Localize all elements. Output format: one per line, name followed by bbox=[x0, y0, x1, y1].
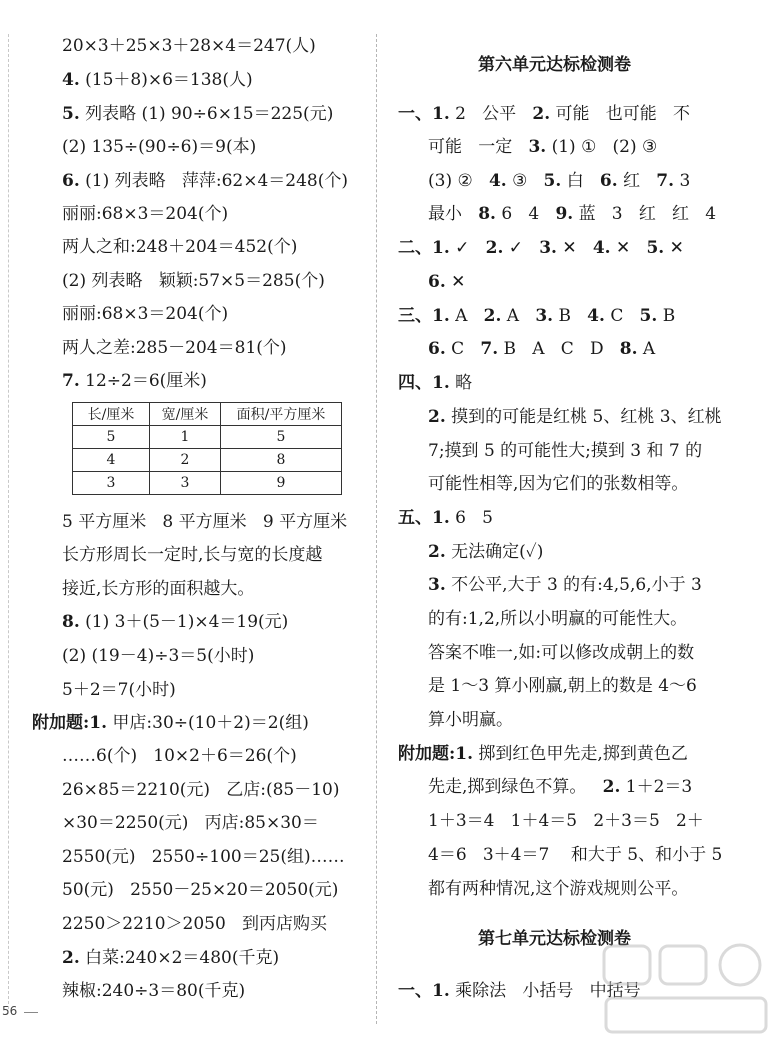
answer-line: 答案不唯一,如:可以修改成朝上的数 bbox=[428, 643, 695, 663]
answer-line: 丽丽:68×3＝204(个) bbox=[62, 204, 229, 224]
answer-line: 是 1～3 算小刚赢,朝上的数是 4～6 bbox=[428, 676, 697, 696]
table-cell: 3 bbox=[150, 472, 221, 495]
answer-line: 20×3＋25×3＋28×4＝247(人) bbox=[62, 36, 316, 56]
answer-line: 2. 摸到的可能是红桃 5、红桃 3、红桃 bbox=[428, 407, 722, 427]
answer-line: 丽丽:68×3＝204(个) bbox=[62, 304, 229, 324]
answer-line: 5 平方厘米 8 平方厘米 9 平方厘米 bbox=[62, 512, 348, 532]
answer-line: 最小 8. 6 4 9. 蓝 3 红 红 4 bbox=[428, 204, 717, 224]
answer-line: 接近,长方形的面积越大。 bbox=[62, 579, 255, 599]
answer-line: 附加题:1. 掷到红色甲先走,掷到黄色乙 bbox=[398, 744, 688, 764]
answer-line: 2550(元) 2550÷100＝25(组)…… bbox=[62, 847, 345, 867]
answer-line: 2250＞2210＞2050 到丙店购买 bbox=[62, 914, 328, 934]
answer-line: ×30＝2250(元) 丙店:85×30＝ bbox=[62, 813, 319, 833]
answer-line: 算小明赢。 bbox=[428, 710, 513, 730]
table-cell: 9 bbox=[221, 472, 342, 495]
answer-line: 都有两种情况,这个游戏规则公平。 bbox=[428, 879, 689, 899]
answer-line: 二、1. ✓ 2. ✓ 3. ✕ 4. ✕ 5. ✕ bbox=[398, 238, 684, 258]
answer-line: 一、1. 2 公平 2. 可能 也可能 不 bbox=[398, 104, 690, 124]
answer-line: 6. C 7. B A C D 8. A bbox=[428, 339, 656, 359]
area-table bbox=[72, 402, 342, 495]
table-row bbox=[73, 426, 342, 449]
table-cell: 2 bbox=[150, 449, 221, 472]
watermark-logo-icon bbox=[598, 940, 774, 1040]
table-cell: 8 bbox=[221, 449, 342, 472]
answer-line: 2. 无法确定(✓) bbox=[428, 542, 544, 562]
answer-line: 7. 12÷2＝6(厘米) bbox=[62, 371, 207, 391]
answer-line: 3. 不公平,大于 3 的有:4,5,6,小于 3 bbox=[428, 575, 702, 595]
answer-line: 四、1. 略 bbox=[398, 373, 473, 393]
table-row bbox=[73, 449, 342, 472]
answer-line: 8. (1) 3＋(5－1)×4＝19(元) bbox=[62, 612, 289, 632]
answer-line: 6. ✕ bbox=[428, 272, 466, 292]
section-title-unit-7: 第七单元达标检测卷 bbox=[478, 929, 631, 949]
table-cell: 1 bbox=[150, 426, 221, 449]
answer-line: 2. 白菜:240×2＝480(千克) bbox=[62, 948, 280, 968]
page-number: 56 bbox=[2, 1004, 18, 1018]
answer-line: 三、1. A 2. A 3. B 4. C 5. B bbox=[398, 306, 676, 326]
answer-line: 两人之差:285－204＝81(个) bbox=[62, 338, 287, 358]
answer-line: 两人之和:248＋204＝452(个) bbox=[62, 237, 298, 257]
answer-line: 6. (1) 列表略 萍萍:62×4＝248(个) bbox=[62, 171, 348, 191]
answer-line: 可能 一定 3. (1) ① (2) ③ bbox=[428, 137, 658, 157]
answer-line: 7;摸到 5 的可能性大;摸到 3 和 7 的 bbox=[428, 441, 703, 461]
answer-line: 可能性相等,因为它们的张数相等。 bbox=[428, 474, 689, 494]
answer-line: 26×85＝2210(元) 乙店:(85－10) bbox=[62, 780, 340, 800]
answer-line: ……6(个) 10×2＋6＝26(个) bbox=[62, 746, 297, 766]
answer-line: 先走,掷到绿色不算。 2. 1＋2＝3 bbox=[428, 777, 693, 797]
table-cell: 4 bbox=[73, 449, 150, 472]
answer-line: 辣椒:240÷3＝80(千克) bbox=[62, 981, 246, 1001]
answer-line: 的有:1,2,所以小明赢的可能性大。 bbox=[428, 609, 688, 629]
table-cell: 5 bbox=[221, 426, 342, 449]
table-header-cell: 面积/平方厘米 bbox=[221, 403, 342, 426]
table-header-row bbox=[73, 403, 342, 426]
table-cell: 5 bbox=[73, 426, 150, 449]
table-row bbox=[73, 472, 342, 495]
table-cell: 3 bbox=[73, 472, 150, 495]
answer-line: (3) ② 4. ③ 5. 白 6. 红 7. 3 bbox=[428, 171, 691, 191]
answer-line: 五、1. 6 5 bbox=[398, 508, 493, 528]
answer-line: 一、1. 乘除法 小括号 中括号 bbox=[398, 981, 641, 1001]
answer-line: (2) 列表略 颖颖:57×5＝285(个) bbox=[62, 271, 325, 291]
column-divider bbox=[376, 34, 377, 1024]
answer-line: 50(元) 2550－25×20＝2050(元) bbox=[62, 880, 339, 900]
answer-line: (2) (19－4)÷3＝5(小时) bbox=[62, 646, 255, 666]
answer-line: 1＋3＝4 1＋4＝5 2＋3＝5 2＋ bbox=[428, 811, 704, 831]
answer-line: 长方形周长一定时,长与宽的长度越 bbox=[62, 545, 323, 565]
table-header-cell: 长/厘米 bbox=[73, 403, 150, 426]
section-title-unit-6: 第六单元达标检测卷 bbox=[478, 55, 631, 75]
left-margin-line bbox=[8, 34, 9, 1009]
answer-line: 4＝6 3＋4＝7 和大于 5、和小于 5 bbox=[428, 845, 723, 865]
answer-line: 附加题:1. 甲店:30÷(10＋2)＝2(组) bbox=[32, 713, 309, 733]
page-number-dash bbox=[24, 1012, 38, 1013]
answer-line: (2) 135÷(90÷6)＝9(本) bbox=[62, 137, 257, 157]
answer-line: 5. 列表略 (1) 90÷6×15＝225(元) bbox=[62, 104, 334, 124]
answer-line: 5＋2＝7(小时) bbox=[62, 680, 176, 700]
table-header-cell: 宽/厘米 bbox=[150, 403, 221, 426]
answer-line: 4. (15＋8)×6＝138(人) bbox=[62, 70, 253, 90]
